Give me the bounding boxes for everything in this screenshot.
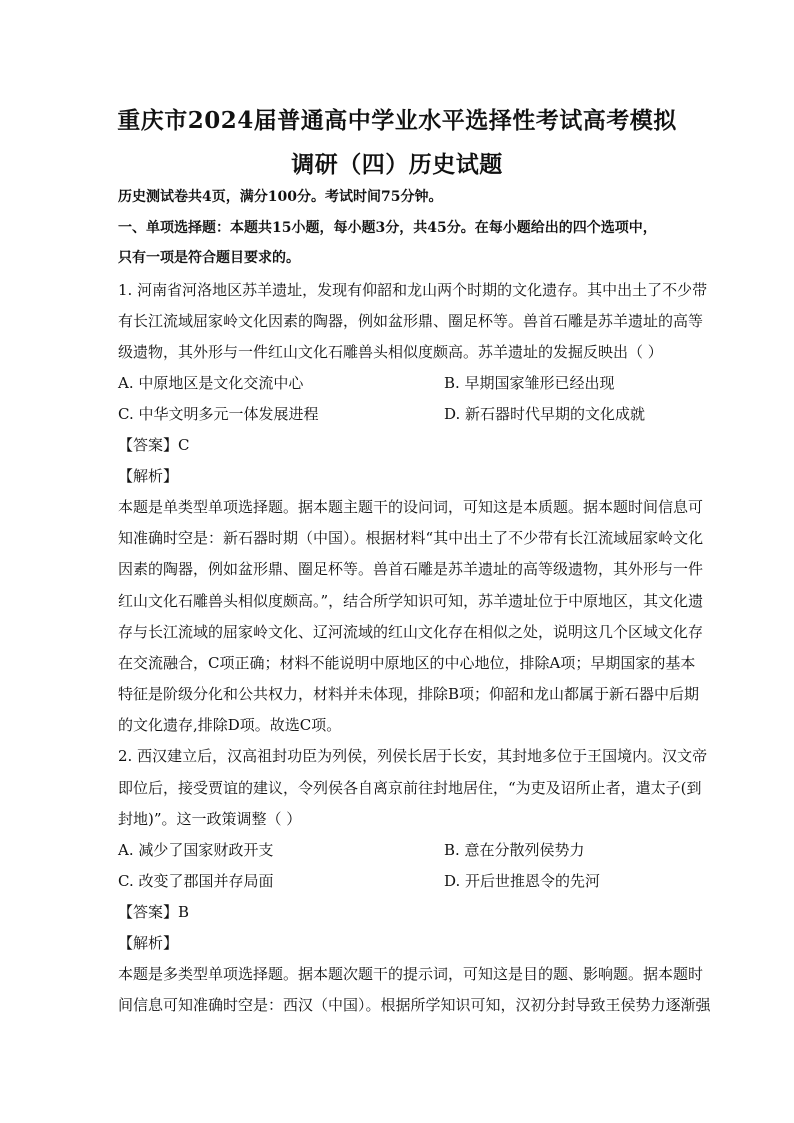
q1-analysis-line7: 特征是阶级分化和公共权力，材料并未体现，排除B项；仰韶和龙山都属于新石器中后期 — [118, 685, 700, 703]
q2-option-b: B. 意在分散列侯势力 — [444, 841, 585, 859]
q1-analysis-line1: 本题是单类型单项选择题。据本题主题干的设问词，可知这是本质题。据本题时间信息可 — [118, 498, 704, 516]
q2-stem-line1: 2. 西汉建立后，汉高祖封功臣为列侯，列侯长居于长安，其封地多位于王国境内。汉文帝 — [118, 747, 708, 765]
q1-analysis-line8: 的文化遗存,排除D项。故选C项。 — [118, 716, 342, 734]
q2-option-a: A. 减少了国家财政开支 — [118, 841, 274, 859]
q1-stem-line1: 1. 河南省河洛地区苏羊遗址，发现有仰韶和龙山两个时期的文化遗存。其中出土了不少带 — [118, 281, 708, 299]
q2-stem-line2: 即位后，接受贾谊的建议，令列侯各自离京前往封地居住，“为吏及诏所止者，遣太子(到 — [118, 779, 702, 797]
document-title-line1: 重庆市2024届普通高中学业水平选择性考试高考模拟 — [117, 107, 677, 134]
document-title-line2: 调研（四）历史试题 — [291, 151, 503, 178]
q2-analysis-line1: 本题是多类型单项选择题。据本题次题干的提示词，可知这是目的题、影响题。据本题时 — [118, 965, 704, 983]
q1-stem-line3: 级遗物，其外形与一件红山文化石雕兽头相似度颇高。苏羊遗址的发掘反映出（ ） — [118, 343, 663, 361]
q1-option-b: B. 早期国家雏形已经出现 — [444, 374, 615, 392]
q1-option-c: C. 中华文明多元一体发展进程 — [118, 405, 319, 423]
q2-analysis-line2: 间信息可知准确时空是：西汉（中国）。根据所学知识可知，汉初分封导致王侯势力逐渐强 — [118, 996, 711, 1014]
q2-analysis-label: 【解析】 — [118, 934, 179, 952]
q2-stem-line3: 封地)”。这一政策调整（ ） — [118, 810, 302, 828]
q2-option-c: C. 改变了郡国并存局面 — [118, 872, 274, 890]
q1-analysis-line4: 红山文化石雕兽头相似度颇高。”，结合所学知识可知，苏羊遗址位于中原地区，其文化遗 — [118, 592, 704, 610]
q1-analysis-line5: 存与长江流域的屈家岭文化、辽河流域的红山文化存在相似之处，说明这几个区域文化存 — [118, 623, 704, 641]
q1-analysis-line6: 在交流融合，C项正确；材料不能说明中原地区的中心地位，排除A项；早期国家的基本 — [118, 654, 696, 672]
q2-answer: 【答案】B — [118, 903, 190, 921]
q1-stem-line2: 有长江流域屈家岭文化因素的陶器，例如盆形鼎、圈足杯等。兽首石雕是苏羊遗址的高等 — [118, 312, 704, 330]
section-header-line1: 一、单项选择题：本题共15小题，每小题3分，共45分。在每小题给出的四个选项中， — [118, 220, 657, 236]
q1-analysis-line3: 因素的陶器，例如盆形鼎、圈足杯等。兽首石雕是苏羊遗址的高等级遗物，其外形与一件 — [118, 560, 704, 578]
q1-option-a: A. 中原地区是文化交流中心 — [118, 374, 304, 392]
q1-option-d: D. 新石器时代早期的文化成就 — [444, 405, 646, 423]
section-header-line2: 只有一项是符合题目要求的。 — [118, 250, 300, 266]
q1-analysis-line2: 知准确时空是：新石器时期（中国）。根据材料“其中出土了不少带有长江流域屈家岭文化 — [118, 529, 704, 547]
q2-option-d: D. 开后世推恩令的先河 — [444, 872, 601, 890]
q1-answer: 【答案】C — [118, 436, 190, 454]
exam-info: 历史测试卷共4页，满分100分。考试时间75分钟。 — [118, 189, 443, 205]
q1-analysis-label: 【解析】 — [118, 467, 179, 485]
